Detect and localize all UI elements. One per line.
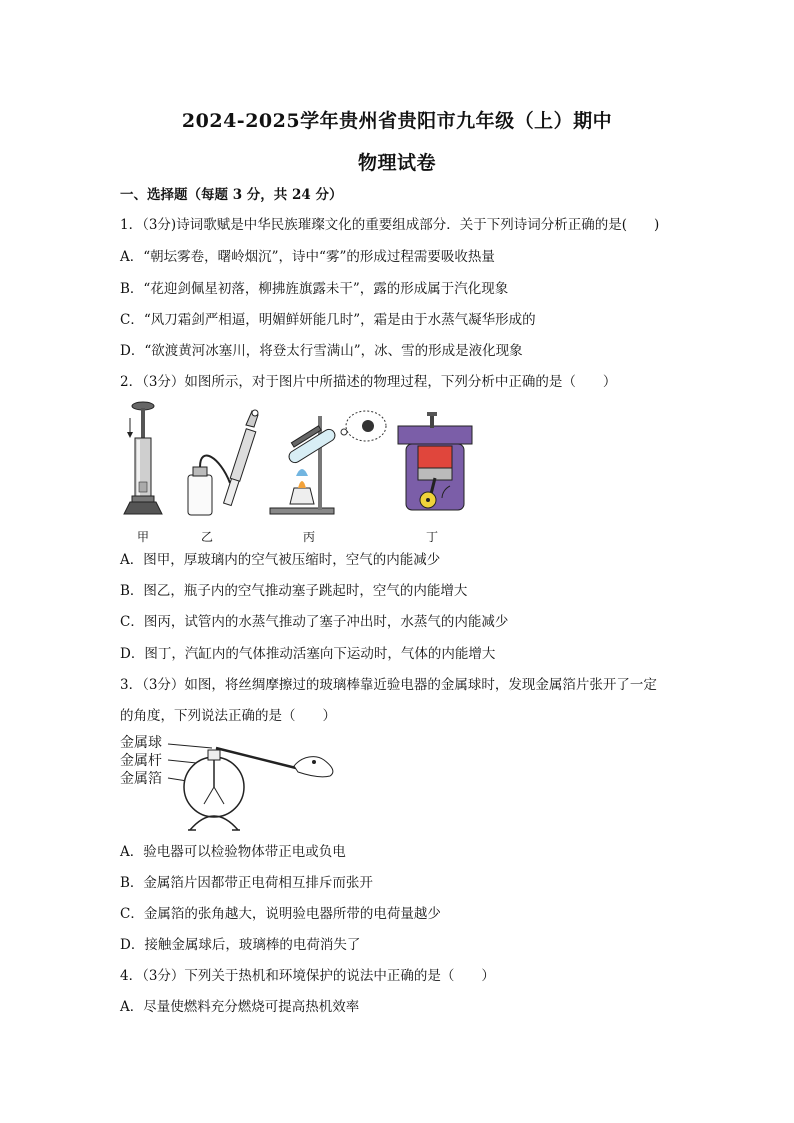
figure-bing-test-tube [268, 404, 388, 520]
q2-option-a: A．图甲，厚玻璃内的空气被压缩时，空气的内能减少 [120, 552, 441, 568]
q3-option-d: D．接触金属球后，玻璃棒的电荷消失了 [120, 937, 361, 953]
q3-option-b: B．金属箔片因都带正电荷相互排斥而张开 [120, 875, 373, 891]
figure-electroscope [166, 732, 346, 832]
label-metal-rod: 金属杆 [120, 753, 162, 769]
figure-yi-bottle-pump [180, 405, 270, 520]
label-metal-ball: 金属球 [120, 735, 162, 751]
figure-ding-engine-cylinder [394, 412, 476, 518]
q2-stem: 2．（3分）如图所示，对于图片中所描述的物理过程，下列分析中正确的是（ ） [120, 374, 617, 390]
caption-yi: 乙 [201, 530, 214, 544]
exam-title: 2024-2025学年贵州省贵阳市九年级（上）期中 [181, 110, 613, 132]
caption-bing: 丙 [303, 530, 316, 544]
q3-option-c: C．金属箔的张角越大，说明验电器所带的电荷量越少 [120, 906, 441, 922]
q4-stem: 4．（3分）下列关于热机和环境保护的说法中正确的是（ ） [120, 968, 495, 984]
q3-stem-line-1: 3．（3分）如图，将丝绸摩擦过的玻璃棒靠近验电器的金属球时，发现金属箔片张开了一定 [120, 677, 657, 693]
q2-option-b: B．图乙，瓶子内的空气推动塞子跳起时，空气的内能增大 [120, 583, 468, 599]
q3-stem-line-2: 的角度，下列说法正确的是（ ） [120, 708, 336, 724]
section-heading: 一、选择题（每题 3 分，共 24 分） [120, 187, 343, 203]
q1-option-b: B．“花迎剑佩星初落，柳拂旌旗露未干”，露的形成属于汽化现象 [120, 281, 509, 297]
q3-option-a: A．验电器可以检验物体带正电或负电 [120, 844, 346, 860]
exam-subtitle: 物理试卷 [357, 152, 436, 174]
figure-jia-compression-cylinder [118, 398, 168, 520]
q2-option-d: D．图丁，汽缸内的气体推动活塞向下运动时，气体的内能增大 [120, 646, 496, 662]
q1-option-d: D．“欲渡黄河冰塞川，将登太行雪满山”，冰、雪的形成是液化现象 [120, 343, 523, 359]
q1-option-a: A．“朝坛雾卷，曙岭烟沉”，诗中“雾”的形成过程需要吸收热量 [120, 249, 495, 265]
q4-option-a: A．尽量使燃料充分燃烧可提高热机效率 [120, 999, 360, 1015]
q2-option-c: C．图丙，试管内的水蒸气推动了塞子冲出时，水蒸气的内能减少 [120, 614, 509, 630]
caption-ding: 丁 [426, 530, 439, 544]
q1-stem: 1．（3分)诗词歌赋是中华民族璀璨文化的重要组成部分．关于下列诗词分析正确的是( ) [120, 217, 660, 233]
q1-option-c: C．“风刀霜剑严相逼，明媚鲜妍能几时”，霜是由于水蒸气凝华形成的 [120, 312, 536, 328]
label-metal-foil: 金属箔 [120, 771, 162, 787]
caption-jia: 甲 [137, 530, 150, 544]
